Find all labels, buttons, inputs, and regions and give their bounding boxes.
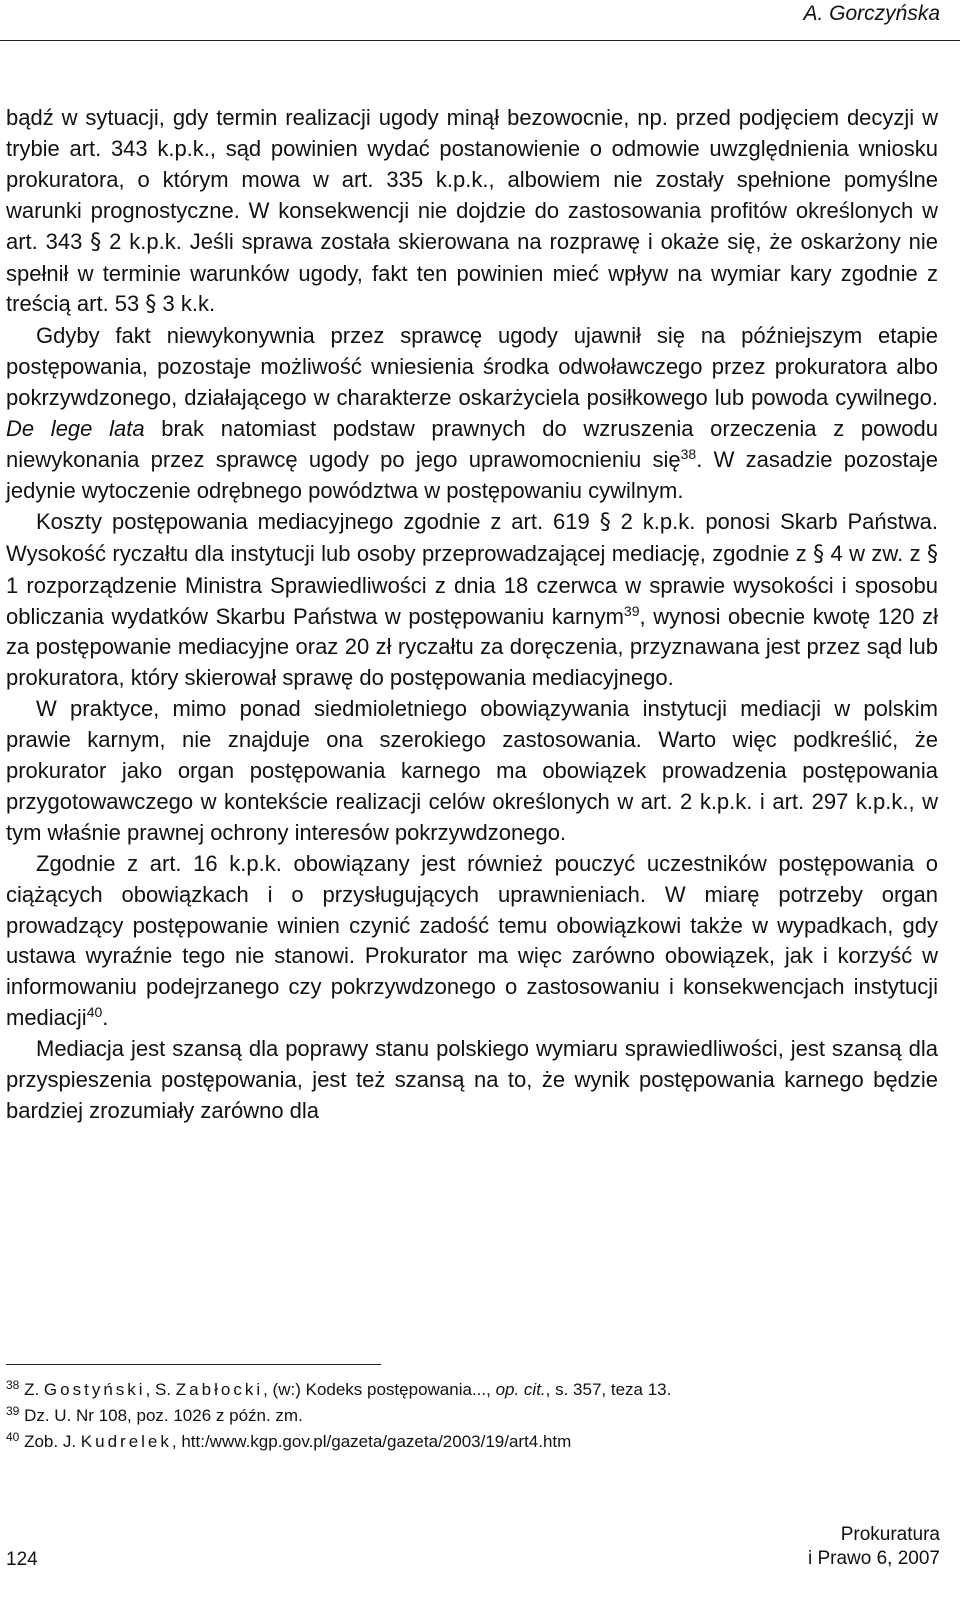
footnote [6,1377,938,1403]
section-sign: § [813,541,825,567]
text-run: Z. [19,1380,44,1399]
paragraph [6,103,938,321]
footnote [6,1429,938,1455]
text-run: Dz. U. Nr 108, poz. 1026 z późn. zm. [19,1406,303,1425]
text-run: 2 k.p.k. Jeśli sprawa została skierowana na rozprawę i okaże się, że oskarżony nie spełnił w terminie warunków ugody, fakt ten powinien mieć wpływ na wymiar kary zgodnie z treścią art. 53 [6,228,939,317]
footnote-divider [6,1364,381,1365]
text-run: brak natomiast podstaw prawnych do wzruszenia orzeczenia z powodu niewykonania przez sprawcę ugody po jego uprawomocnieniu się [6,416,938,472]
footnotes [6,1377,938,1455]
footnote-ref: 39 [623,602,640,619]
text-run: . W zasadzie pozostaje jedynie wytoczenie odrębnego powództwa w postępowaniu cywilnym. [6,446,938,503]
text-run: Zob. J. [19,1432,81,1451]
text-run: 4 w zw. z [824,540,927,566]
text-run: , htt:/www.kgp.gov.pl/gazeta/gazeta/2003/19/art4.htm [171,1432,572,1451]
italic-text: op. cit. [495,1380,546,1399]
text-run: , wynosi obecnie kwotę 120 zł za postępowanie mediacyjne oraz 20 zł ryczałtu za doręczenia, przyznawana jest przez sąd lub prokuratora, który skierował sprawę do postępowania mediacyjnego. [6,603,938,691]
footnote-ref: 38 [680,445,697,462]
footnote-ref: 40 [6,1430,20,1444]
italic-text: De lege lata [6,416,145,442]
journal-issue: i Prawo 6, 2007 [807,1548,940,1569]
paragraph [6,849,938,1034]
text-run: . [102,1005,109,1031]
text-run: , (w:) Kodeks postępowania..., [263,1380,496,1399]
journal-title: Prokuratura [840,1524,940,1545]
running-header-author: A. Gorczyńska [803,2,940,25]
page-number: 124 [6,1549,38,1570]
paragraph [6,694,938,849]
paragraph [6,507,938,694]
paragraph [6,1034,938,1127]
article-body [6,103,938,1127]
text-run: 2 k.p.k. ponosi Skarb Państwa. Wysokość ryczałtu dla instytucji lub osoby przeprowadzającej mediację, zgodnie z [6,508,938,566]
paragraph [6,321,938,506]
text-run: 3 k.k. [156,291,216,317]
text-run: 1 rozporządzenie Ministra Sprawiedliwości z dnia 18 czerwca w sprawie wysokości i sposobu obliczania wydatków Skarbu Państwa w postępowaniu karnym [6,572,938,629]
journal-info [808,1523,940,1571]
text-run: Mediacja jest szansą dla poprawy stanu polskiego wymiaru sprawiedliwości, jest szansą dla przyspieszenia postępowania, jest też szansą na to, że wynik postępowania karnego będzie bardziej zrozumiały zarówno dla [6,1036,938,1123]
footnote [6,1403,938,1429]
text-run: Koszty postępowania mediacyjnego zgodnie z art. 619 [36,508,600,534]
text-run: , s. 357, teza 13. [545,1380,672,1399]
footnote-ref: 39 [6,1404,20,1418]
section-sign: § [90,229,102,255]
text-run: bądź w sytuacji, gdy termin realizacji ugody minął bezowocnie, np. przed podjęciem decyzji w trybie art. 343 k.p.k., sąd powinien wydać postanowienie o odmowie uwzględnienia wniosku prokuratora, o którym mowa w art. 335 k.p.k., albowiem nie zostały spełnione pomyślne warunki prognostyczne. W konsekwencji nie dojdzie do zastosowania profitów określonych w art. 343 [6,105,938,254]
header-divider [0,40,960,41]
author-name: Gostyński [43,1380,146,1399]
section-sign: § [145,292,157,318]
text-run: Zgodnie z art. 16 k.p.k. obowiązany jest również pouczyć uczestników postępowania o ciążących obowiązkach i o przysługujących uprawnieniach. W miarę potrzeby organ prowadzący postępowanie winien czynić zadość temu obowiązkowi także w wypadkach, gdy ustawa wyraźnie tego nie stanowi. Prokurator ma więc zarówno obowiązek, jak i korzyść w informowaniu podejrzanego czy pokrzywdzonego o zastosowaniu i konsekwencjach instytucji mediacji [6,850,938,1031]
text-run: , S. [145,1380,176,1399]
text-run: W praktyce, mimo ponad siedmioletniego obowiązywania instytucji mediacji w polskim prawie karnym, nie znajduje ona szerokiego zastosowania. Warto więc podkreślić, że prokurator jako organ postępowania karnego ma obowiązek prowadzenia postępowania przygotowawczego w kontekście realizacji celów określonych w art. 2 k.p.k. i art. 297 k.p.k., w tym właśnie prawnej ochrony interesów pokrzywdzonego. [6,696,938,845]
footnote-ref: 40 [86,1004,103,1021]
section-sign: § [599,509,611,535]
author-name: Zabłocki [175,1380,264,1399]
author-name: Kudrelek [80,1432,172,1451]
section-sign: § [926,541,938,567]
footnote-ref: 38 [6,1378,20,1392]
text-run: Gdyby fakt niewykonywnia przez sprawcę ugody ujawnił się na późniejszym etapie postępowania, pozostaje możliwość wniesienia środka odwoławczego przez prokuratora albo pokrzywdzonego, działającego w charakterze oskarżyciela posiłkowego lub powoda cywilnego. [6,323,938,411]
